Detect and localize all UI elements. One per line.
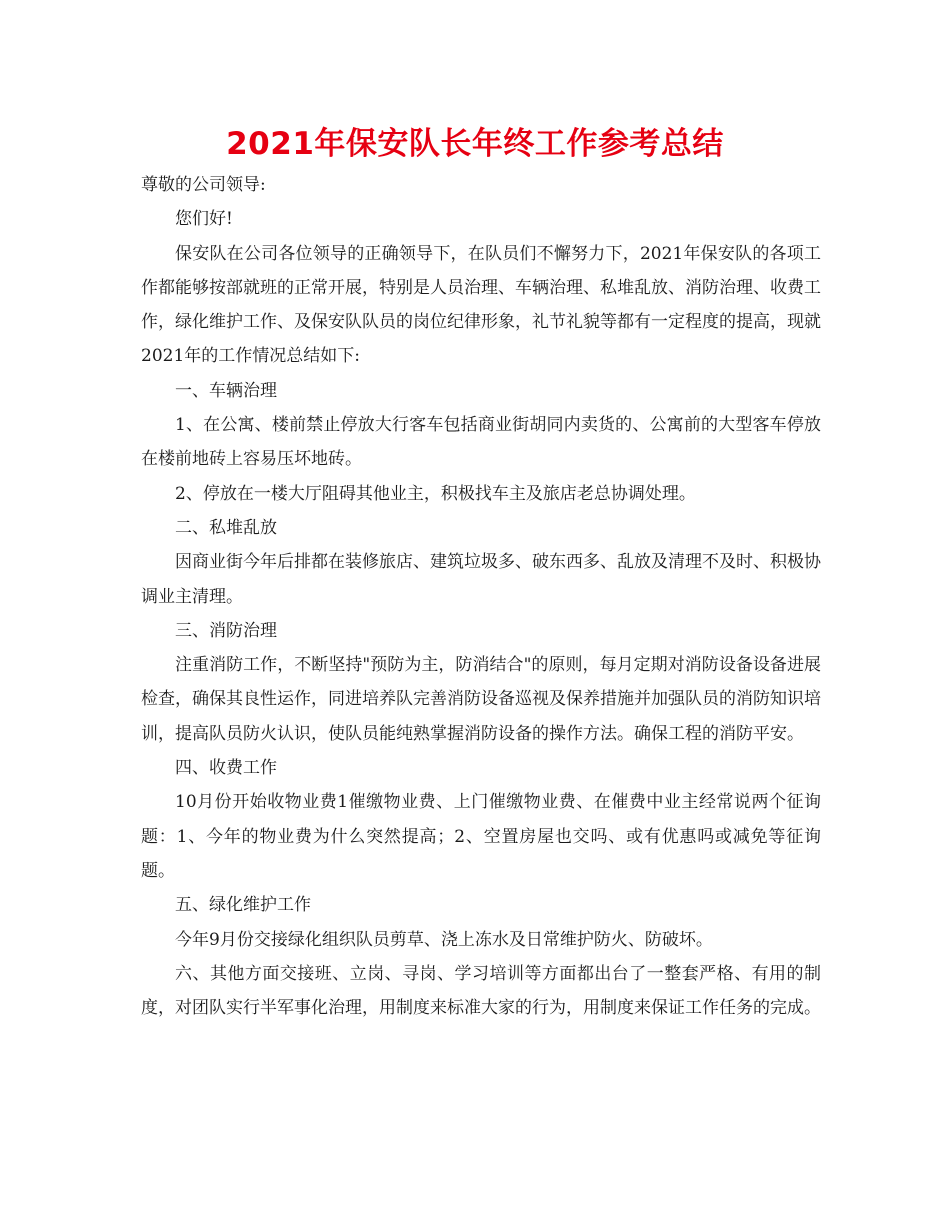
vehicles-item-2: 2、停放在一楼大厅阻碍其他业主，积极找车主及旅店老总协调处理。 (175, 483, 696, 504)
vehicles-item-1: 1、在公寓、楼前禁止停放大行客车包括商业街胡同内卖货的、公寓前的大型客车停放在楼前地砖上容易压坏地砖。 (141, 415, 821, 470)
fees-paragraph: 10月份开始收物业费1催缴物业费、上门催缴物业费、在催费中业主经常说两个征询题：1、今年的物业费为什么突然提高；2、空置房屋也交吗、或有优惠吗或减免等征询题。 (141, 792, 821, 881)
clutter-paragraph: 因商业街今年后排都在装修旅店、建筑垃圾多、破东西多、乱放及清理不及时、积极协调业主清理。 (141, 552, 821, 607)
document-title: 2021年保安队长年终工作参考总结 (226, 126, 724, 162)
greeting: 您们好! (175, 209, 233, 230)
section-heading-greening: 五、绿化维护工作 (175, 895, 311, 916)
salutation: 尊敬的公司领导: (141, 175, 266, 195)
section-heading-fees: 四、收费工作 (175, 758, 277, 779)
fire-paragraph: 注重消防工作，不断坚持"预防为主，防消结合"的原则，每月定期对消防设备设备进展检查，确保其良性运作，同进培养队完善消防设备巡视及保养措施并加强队员的消防知识培训，提高队员防火认识，使队员能纯熟掌握消防设备的操作方法。确保工程的消防平安。 (141, 655, 821, 744)
section-heading-clutter: 二、私堆乱放 (175, 517, 277, 538)
section-heading-fire: 三、消防治理 (175, 620, 277, 641)
greening-paragraph: 今年9月份交接绿化组织队员剪草、浇上冻水及日常维护防火、防破坏。 (175, 929, 713, 950)
document-body (141, 168, 821, 1025)
intro-paragraph: 保安队在公司各位领导的正确领导下，在队员们不懈努力下，2021年保安队的各项工作都能够按部就班的正常开展，特别是人员治理、车辆治理、私堆乱放、消防治理、收费工作，绿化维护工作、及保安队队员的岗位纪律形象，礼节礼貌等都有一定程度的提高，现就2021年的工作情况总结如下: (141, 243, 821, 367)
other-paragraph: 六、其他方面交接班、立岗、寻岗、学习培训等方面都出台了一整套严格、有用的制度，对团队实行半军事化治理，用制度来标准大家的行为，用制度来保证工作任务的完成。 (141, 963, 821, 1019)
section-heading-vehicles: 一、车辆治理 (175, 380, 277, 401)
